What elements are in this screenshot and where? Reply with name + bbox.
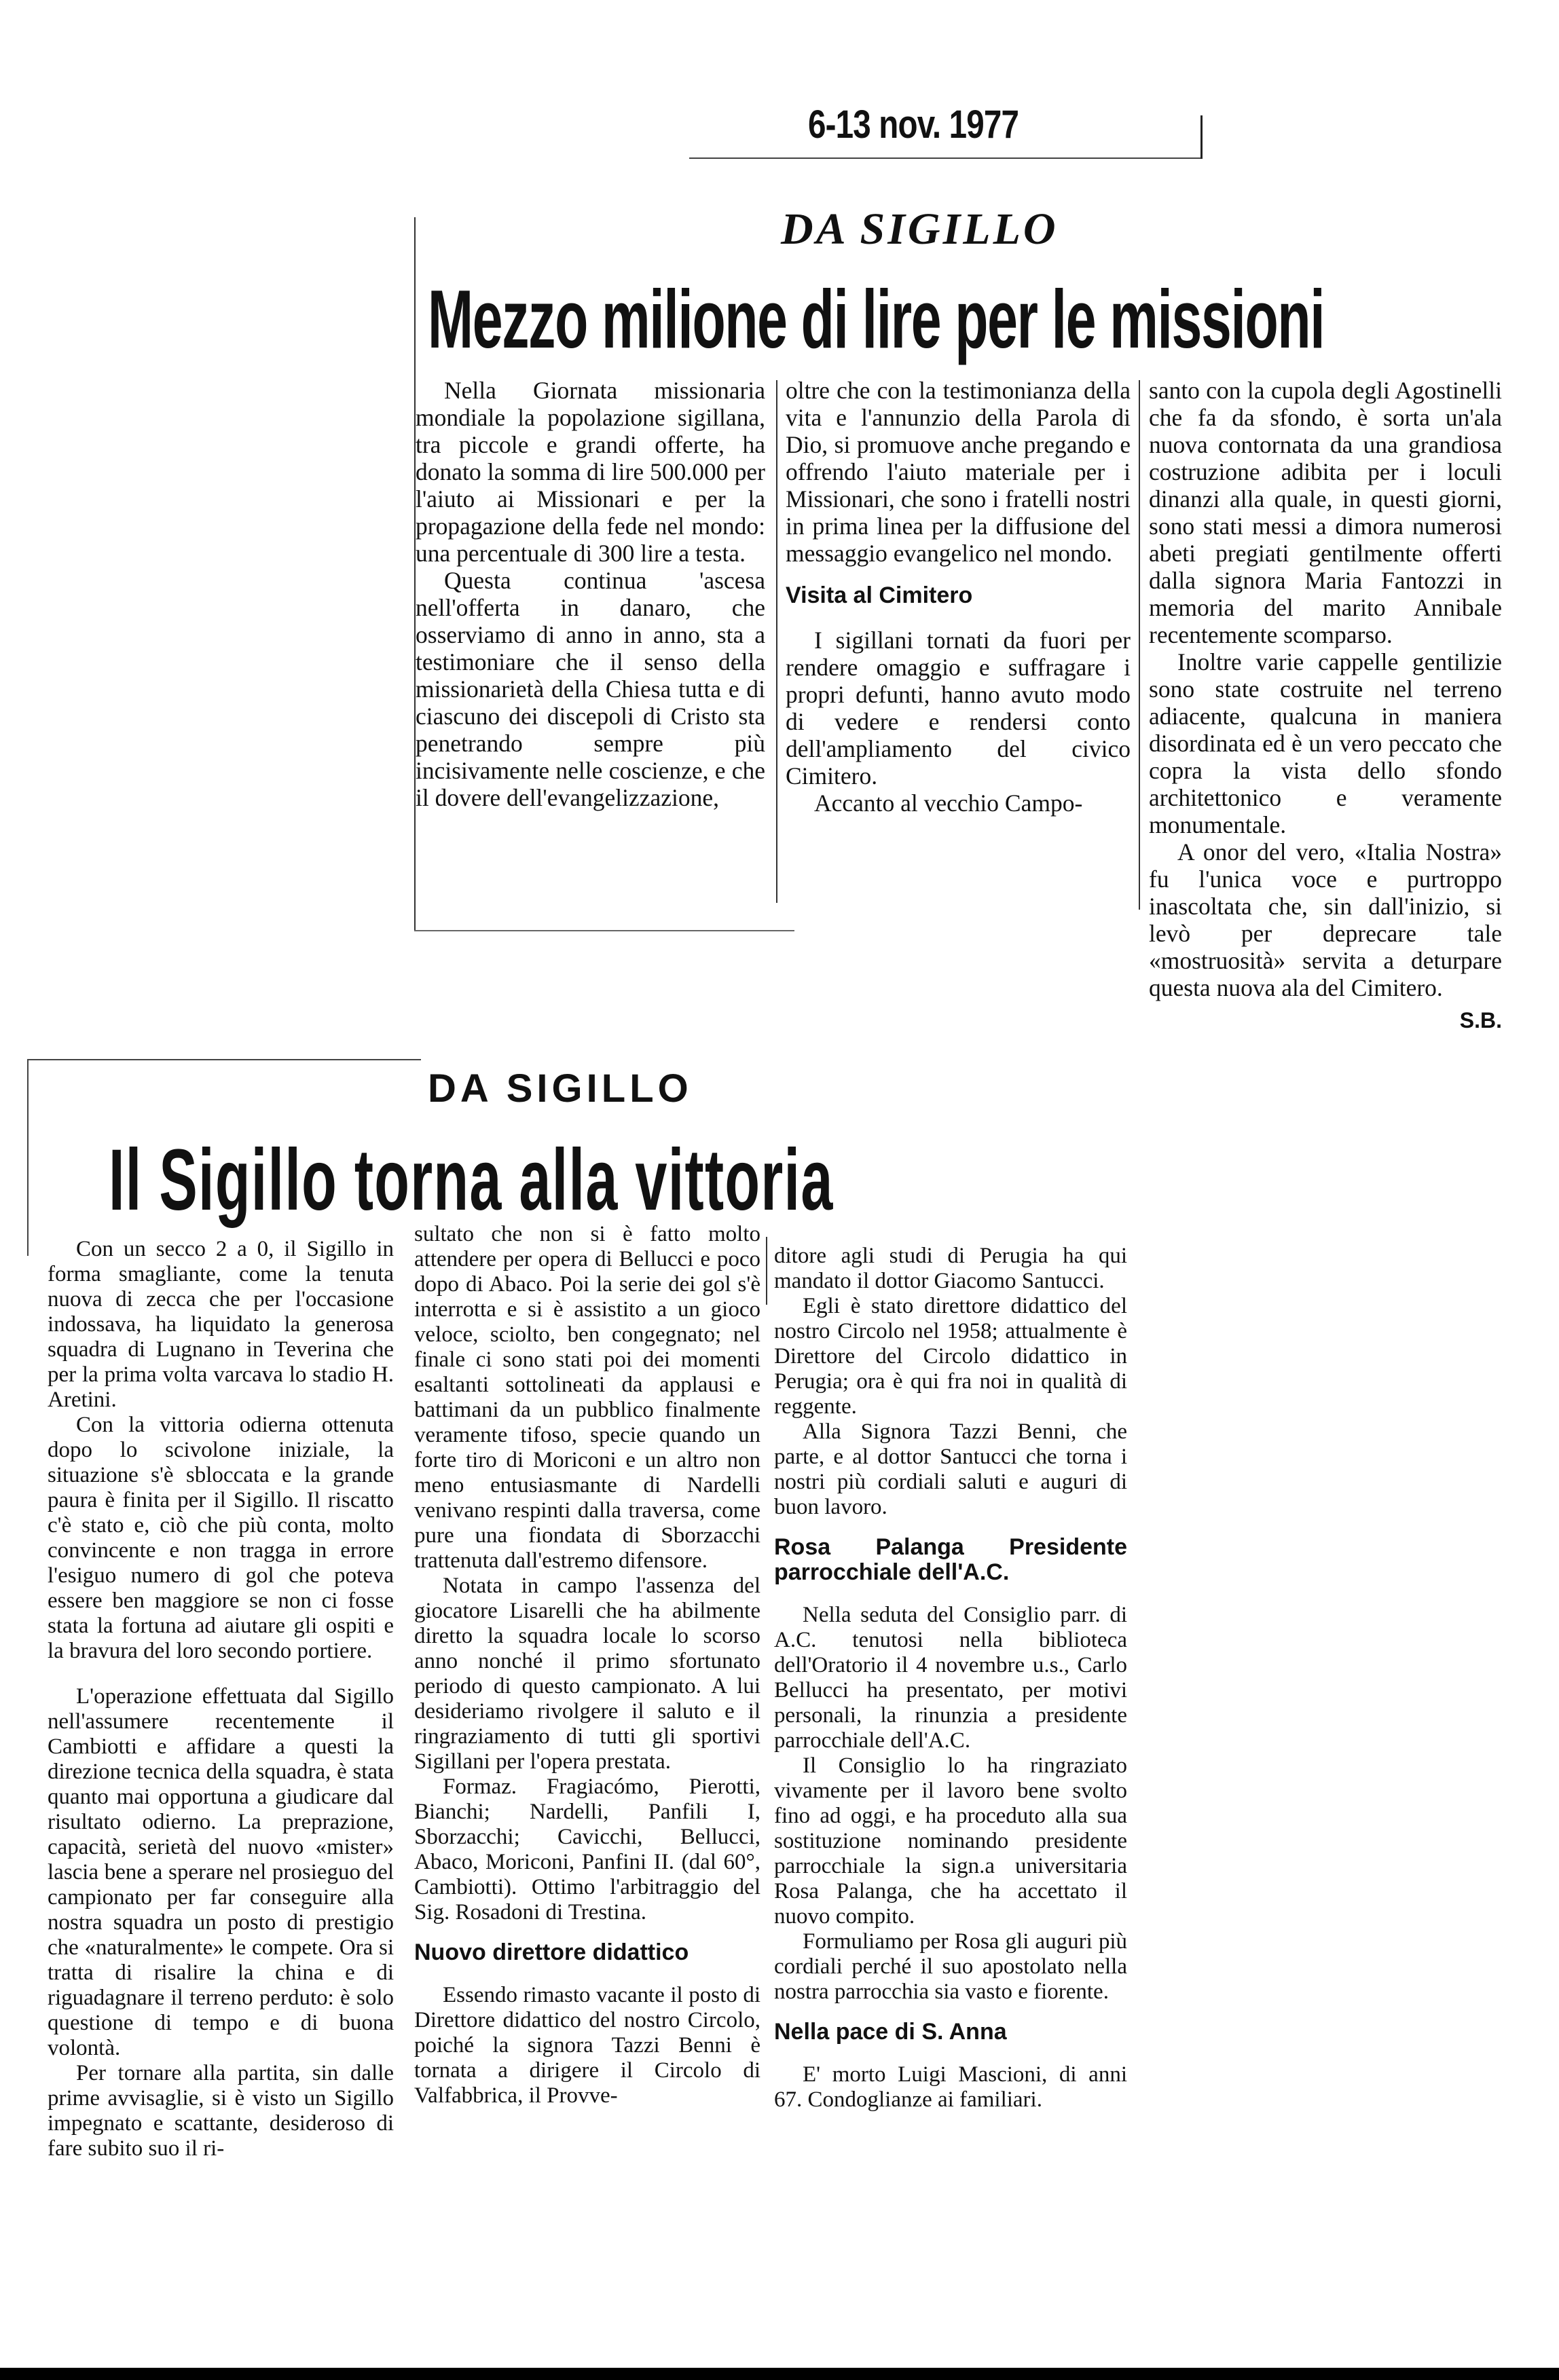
article2-subhead: Rosa Palanga Presidente parrocchiale dell'A.C.	[774, 1534, 1127, 1585]
article2-headline: Il Sigillo torna alla vittoria	[109, 1132, 834, 1229]
article2-subhead: Nella pace di S. Anna	[774, 2019, 1007, 2045]
article2-frame-left	[27, 1059, 29, 1256]
article2-paragraph: ditore agli studi di Perugia ha qui mandato il dottor Giacomo Santucci.	[774, 1244, 1127, 1293]
article1-column-2	[786, 377, 1131, 817]
article2-subhead: Nuovo direttore didattico	[414, 1939, 689, 1965]
article1-paragraph: oltre che con la testimonianza della vita e l'annunzio della Parola di Dio, si promuove anche pregando e offrendo l'aiuto materiale per i Missionari, che sono i fratelli nostri in prima linea per la diffusione del messaggio evangelico nel mondo.	[786, 377, 1131, 567]
article2-paragraph: Con un secco 2 a 0, il Sigillo in forma smagliante, come la tenuta nuova di zecca che per l'occasione indossava, ha liquidato la generosa squadra di Lugnano in Teverina che per la prima volta varcava lo stadio H. Aretini.	[48, 1237, 394, 1412]
article2-paragraph: Formuliamo per Rosa gli auguri più cordiali perché il suo apostolato nella nostra parrocchia sia vasto e fiorente.	[774, 1929, 1127, 2004]
article2-paragraph: Notata in campo l'assenza del giocatore Lisarelli che ha abilmente diretto la squadra locale lo scorso anno nonché il primo sfortunato periodo di questo campionato. A lui desideriamo rivolgere il saluto e il ringraziamento di tutti gli sportivi Sigillani per l'opera prestata.	[414, 1574, 760, 1774]
article1-column-3	[1149, 377, 1502, 1034]
article2-paragraph: Il Consiglio lo ha ringraziato vivamente per il lavoro bene svolto fino ad oggi, e ha proceduto alla sua sostituzione nominando presidente parrocchiale la sign.a universitaria Rosa Palanga, che ha accettato il nuovo compito.	[774, 1753, 1127, 1929]
article1-paragraph: Inoltre varie cappelle gentilizie sono state costruite nel terreno adiacente, qualcuna in maniera disordinata ed è un vero peccato che copra la vista dello sfondo architettonico e veramente monumentale.	[1149, 648, 1502, 838]
article2-frame-top	[27, 1059, 421, 1060]
date-tick	[1200, 115, 1203, 159]
article2-paragraph: Per tornare alla partita, sin dalle prime avvisaglie, si è visto un Sigillo impegnato e scattante, desideroso di fare subito suo il ri-	[48, 2061, 394, 2161]
article2-paragraph: L'operazione effettuata dal Sigillo nell'assumere recentemente il Cambiotti e affidare a questi la direzione tecnica della squadra, è stata quanto mai opportuna a giudicare dal risultato odierno. La preprazione, capacità, serietà del nuovo «mister» lascia bene a sperare nel prosieguo del campionato per far conseguire alla nostra squadra un posto di prestigio che «naturalmente» le compete. Ora si tratta di risalire la china e di riguadagnare il terreno perduto: è solo questione di tempo e di buona volontà.	[48, 1684, 394, 2060]
article1-signature: S.B.	[1459, 1008, 1502, 1033]
article1-headline: Mezzo milione di lire per le missioni	[428, 273, 1325, 365]
article2-paragraph: Nella seduta del Consiglio parr. di A.C. tenutosi nella biblioteca dell'Oratorio il 4 novembre u.s., Carlo Bellucci ha presentato, per motivi personali, la rinunzia a presidente parrocchiale dell'A.C.	[774, 1603, 1127, 1753]
article2-paragraph: Egli è stato direttore didattico del nostro Circolo nel 1958; attualmente è Direttore del Circolo didattico in Perugia; ora è qui fra noi in qualità di reggente.	[774, 1294, 1127, 1419]
article2-paragraph: Essendo rimasto vacante il posto di Direttore didattico del nostro Circolo, poiché la signora Tazzi Benni è tornata a dirigere il Circolo di Valfabbrica, il Provve-	[414, 1983, 760, 2108]
article1-paragraph: Accanto al vecchio Campo-	[814, 789, 1083, 817]
article1-column-1	[416, 377, 765, 811]
article2-paragraph: E' morto Luigi Mascioni, di anni 67. Condoglianze ai familiari.	[774, 2062, 1127, 2112]
article1-frame-bottom	[414, 930, 794, 931]
article2-paragraph: Con la vittoria odierna ottenuta dopo lo scivolone iniziale, la situazione s'è sbloccata e la grande paura è finita per il Sigillo. Il riscatto c'è stato e, ciò che più conta, molto convincente e non tragga in errore l'esiguo numero di gol che poteva essere ben maggiore se non ci fosse stata la fortuna ad aiutare gli ospiti e la bravura del loro secondo portiere.	[48, 1413, 394, 1663]
article1-kicker: DA SIGILLO	[781, 204, 1059, 254]
column-divider	[1139, 380, 1140, 910]
column-divider	[776, 380, 777, 903]
column-divider	[766, 1237, 767, 1305]
article2-paragraph: Alla Signora Tazzi Benni, che parte, e al dottor Santucci che torna i nostri più cordiali saluti e auguri di buon lavoro.	[774, 1419, 1127, 1519]
article2-column-1	[48, 1237, 394, 2161]
publication-date: 6-13 nov. 1977	[808, 103, 1019, 147]
article2-kicker: DA SIGILLO	[428, 1066, 693, 1111]
article1-paragraph: Questa continua 'ascesa nell'offerta in danaro, che osserviamo di anno in anno, sta a testimoniare che il senso della missionarietà della Chiesa tutta e di ciascuno dei discepoli di Cristo sta penetrando sempre più incisivamente nelle coscienze, e che il dovere dell'evangelizzazione,	[416, 567, 765, 811]
article1-paragraph: Nella Giornata missionaria mondiale la popolazione sigillana, tra piccole e grandi offerte, ha donato la somma di lire 500.000 per l'aiuto ai Missionari e per la propagazione della fede nel mondo: una percentuale di 300 lire a testa.	[416, 377, 765, 567]
article2-paragraph: Formaz. Fragiacómo, Pierotti, Bianchi; Nardelli, Panfili I, Sborzacchi; Cavicchi, Bellucci, Abaco, Moriconi, Panfini II. (dal 60°, Cambiotti). Ottimo l'arbitraggio del Sig. Rosadoni di Trestina.	[414, 1774, 760, 1925]
date-rule	[689, 157, 1202, 159]
scan-bottom-edge	[0, 2368, 1559, 2380]
article2-column-2	[414, 1222, 760, 2108]
article1-paragraph: I sigillani tornati da fuori per rendere omaggio e suffragare i propri defunti, hanno avuto modo di vedere e rendersi conto dell'ampliamento del civico Cimitero.	[786, 627, 1131, 789]
article1-paragraph: A onor del vero, «Italia Nostra» fu l'unica voce e purtroppo inascoltata che, sin dall'inizio, si levò per deprecare tale «mostruosità» servita a deturpare questa nuova ala del Cimitero.	[1149, 838, 1502, 1001]
article2-paragraph: sultato che non si è fatto molto attendere per opera di Bellucci e poco dopo di Abaco. Poi la serie dei gol s'è interrotta e si è assistito a un gioco veloce, sciolto, ben congegnato; nel finale ci sono stati poi dei momenti esaltanti sottolineati da applausi e battimani da un pubblico finalmente veramente tifoso, specie quando un forte tiro di Moriconi e un altro non meno entusiasmante di Nardelli venivano respinti dalla traversa, come pure una fiondata di Sborzacchi trattenuta dall'estremo difensore.	[414, 1222, 760, 1573]
article1-subhead: Visita al Cimitero	[786, 582, 973, 608]
article2-column-3	[774, 1244, 1127, 2113]
article1-paragraph: santo con la cupola degli Agostinelli che fa da sfondo, è sorta un'ala nuova contornata da una grandiosa costruzione adibita per i loculi dinanzi alla quale, in questi giorni, sono stati messi a dimora numerosi abeti pregiati gentilmente offerti dalla signora Maria Fantozzi in memoria del marito Annibale recentemente scomparso.	[1149, 377, 1502, 648]
